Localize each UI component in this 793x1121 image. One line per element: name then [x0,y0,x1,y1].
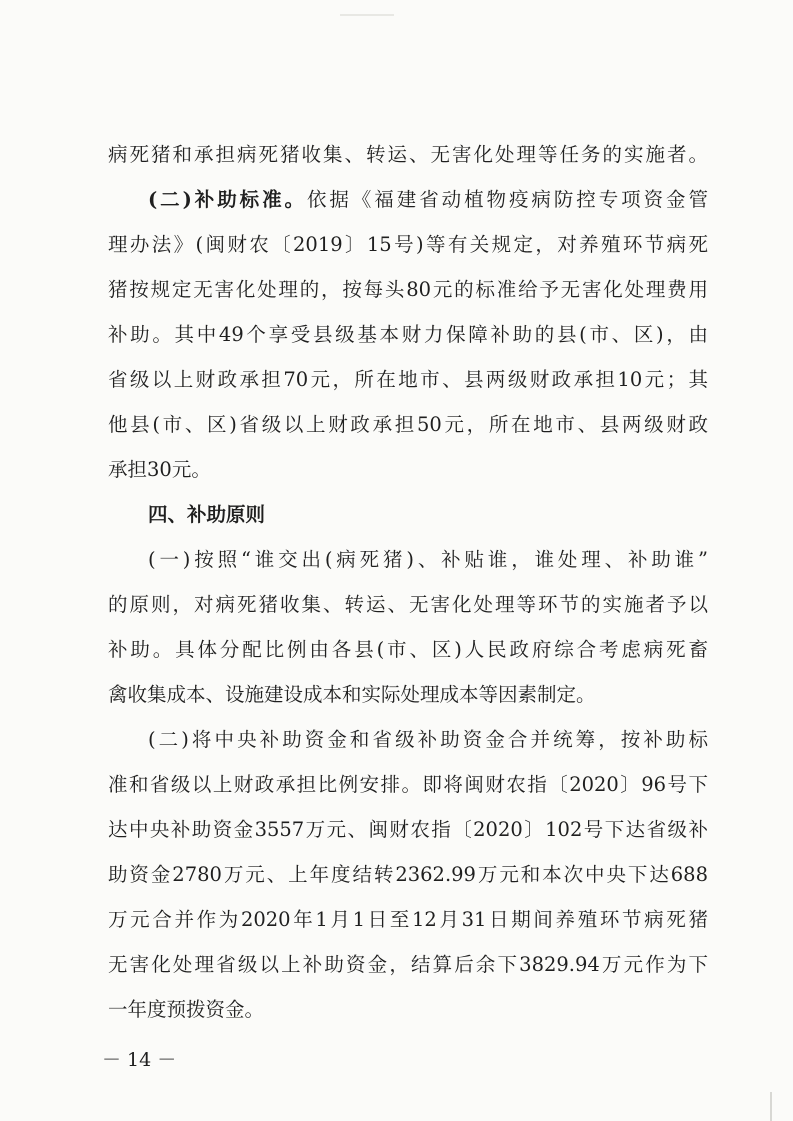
subsidy-standard-heading: (二)补助标准。 [148,188,307,211]
paragraph-line: (二)将中央补助资金和省级补助资金合并统筹，按补助标 [148,728,708,751]
paragraph-line: 一年度预拨资金。 [108,998,265,1021]
scan-artifact-edge [770,1092,772,1121]
paragraph-line: 病死猪和承担病死猪收集、转运、无害化处理等任务的实施者。 [108,143,708,166]
page-number: － 14 － [102,1049,177,1071]
paragraph-line: 猪按规定无害化处理的，按每头80元的标准给予无害化处理费用 [108,278,708,301]
scan-artifact-top [340,14,394,16]
paragraph-line: 他县(市、区)省级以上财政承担50元，所在地市、县两级财政 [108,413,708,436]
paragraph-line-subsidy-standard [148,185,708,215]
paragraph-line: 万元合并作为2020年1月1日至12月31日期间养殖环节病死猪 [108,908,708,931]
paragraph-line: 补助。具体分配比例由各县(市、区)人民政府综合考虑病死畜 [108,638,708,661]
paragraph-line: 的原则，对病死猪收集、转运、无害化处理等环节的实施者予以 [108,593,708,616]
paragraph-line: 禽收集成本、设施建设成本和实际处理成本等因素制定。 [108,683,596,706]
paragraph-line: 无害化处理省级以上补助资金，结算后余下3829.94万元作为下 [108,953,708,976]
paragraph-line: 省级以上财政承担70元，所在地市、县两级财政承担10元；其 [108,368,708,391]
paragraph-line: 准和省级以上财政承担比例安排。即将闽财农指〔2020〕96号下 [108,773,708,796]
paragraph-line: 助资金2780万元、上年度结转2362.99万元和本次中央下达688 [108,863,708,886]
paragraph-line: (一)按照“谁交出(病死猪)、补贴谁，谁处理、补助谁” [148,548,708,571]
paragraph-line: 达中央补助资金3557万元、闽财农指〔2020〕102号下达省级补 [108,818,708,841]
subsidy-standard-text: 依据《福建省动植物疫病防控专项资金管 [306,188,708,211]
section-heading-subsidy-principles: 四、补助原则 [148,503,266,526]
paragraph-line: 承担30元。 [108,458,211,481]
paragraph-line: 补助。其中49个享受县级基本财力保障补助的县(市、区)，由 [108,323,708,346]
paragraph-line: 理办法》(闽财农〔2019〕15号)等有关规定，对养殖环节病死 [108,233,708,256]
